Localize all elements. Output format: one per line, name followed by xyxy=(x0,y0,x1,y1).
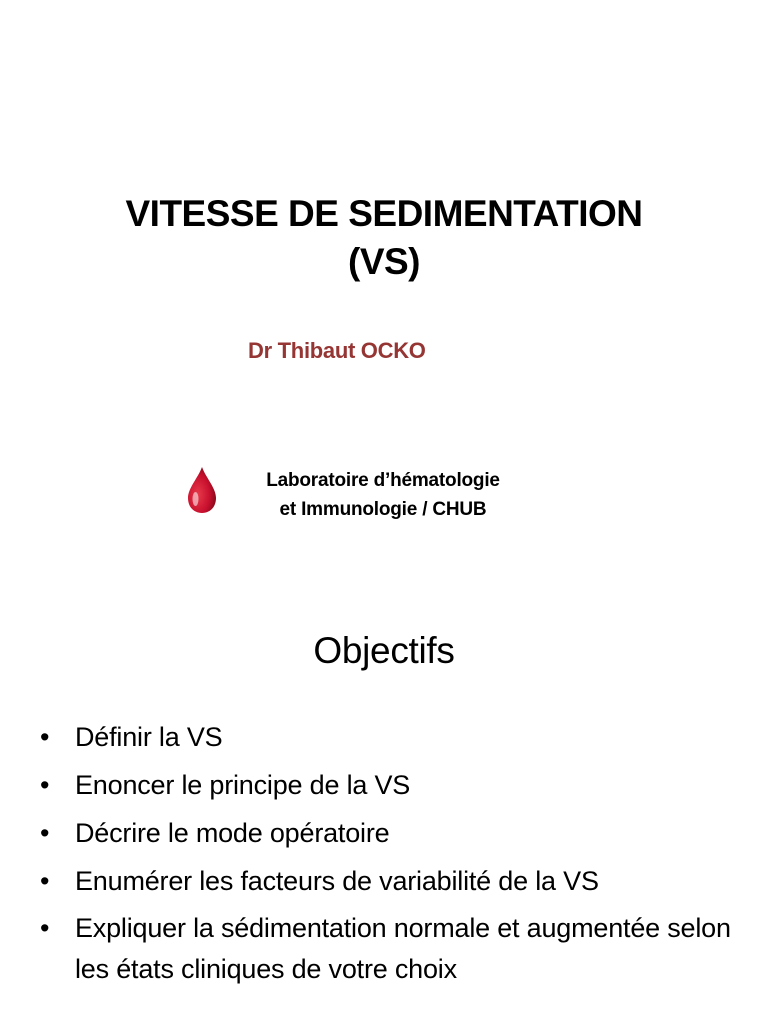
slide-title xyxy=(0,190,768,286)
objective-text: Expliquer la sédimentation normale et augmentée selon les états cliniques de votre choix xyxy=(75,913,731,984)
objective-text: Définir la VS xyxy=(75,722,223,752)
objectives-list xyxy=(40,716,740,996)
bullet-icon: • xyxy=(40,913,50,943)
blood-drop-icon xyxy=(185,466,219,514)
slide-title-line-2: (VS) xyxy=(348,241,420,282)
objective-text: Décrire le mode opératoire xyxy=(75,818,390,848)
lab-line-2: et Immunologie / CHUB xyxy=(279,499,487,520)
lab-line-1: Laboratoire d’hématologie xyxy=(266,470,500,491)
objective-item xyxy=(40,860,740,902)
bullet-icon: • xyxy=(40,722,50,752)
author-name: Dr Thibaut OCKO xyxy=(248,338,426,363)
bullet-icon: • xyxy=(40,818,50,848)
bullet-icon: • xyxy=(40,866,50,896)
lab-affiliation xyxy=(230,466,536,524)
slide-title-line-1: VITESSE DE SEDIMENTATION xyxy=(125,193,643,234)
bullet-icon: • xyxy=(40,770,50,800)
objective-item xyxy=(40,716,740,758)
objectives-heading: Objectifs xyxy=(313,630,455,671)
objective-item xyxy=(40,764,740,806)
objective-item xyxy=(40,812,740,854)
objective-item xyxy=(40,908,740,990)
objective-text: Enumérer les facteurs de variabilité de la VS xyxy=(75,866,599,896)
objective-text: Enoncer le principe de la VS xyxy=(75,770,411,800)
